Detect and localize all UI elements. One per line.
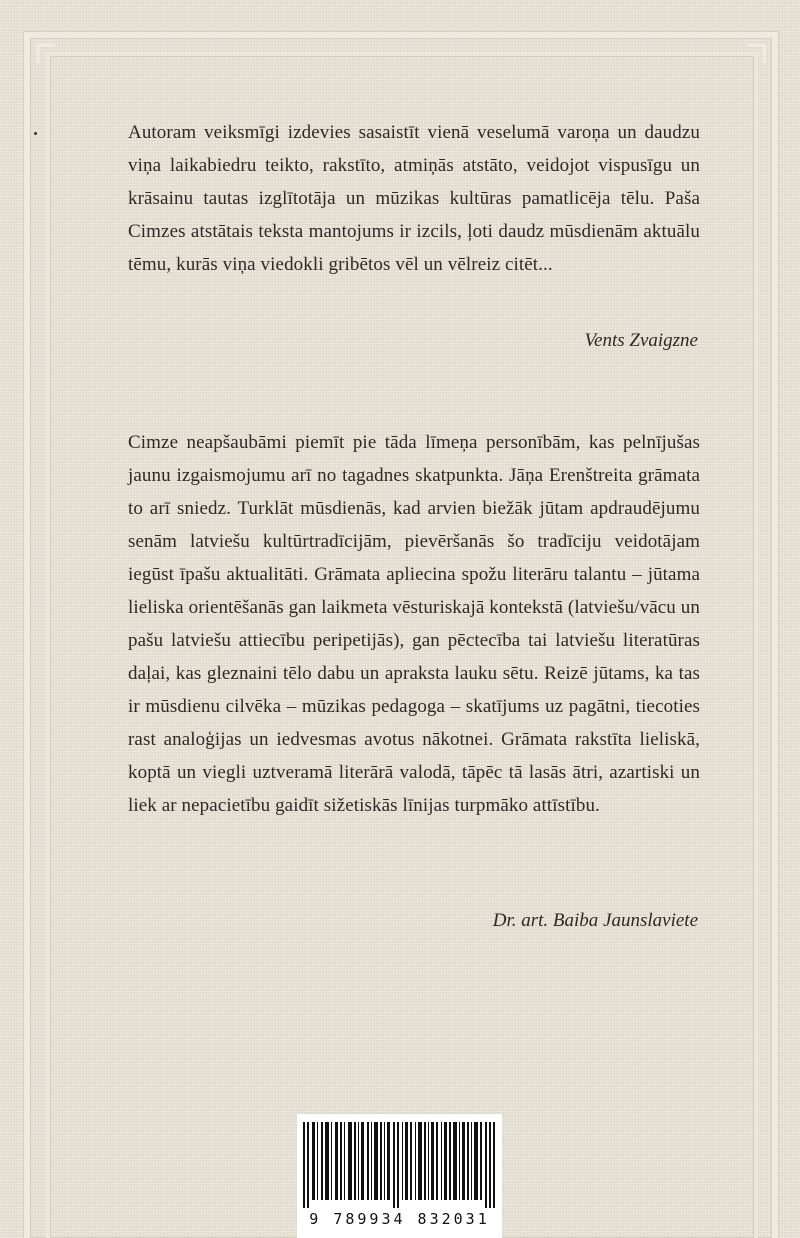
decorative-dot bbox=[34, 132, 37, 135]
review-paragraph-1 bbox=[128, 116, 700, 281]
isbn-barcode bbox=[297, 1114, 502, 1238]
frame-corner-ornament bbox=[36, 44, 55, 63]
review-signature-2: Dr. art. Baiba Jaunslaviete bbox=[492, 910, 698, 931]
barcode-bars-icon bbox=[303, 1122, 496, 1208]
frame-corner-ornament bbox=[747, 44, 766, 63]
review-text-1: Autoram veiksmīgi izdevies sasaistīt vienā veselumā varoņa un daudzu viņa laikabiedru teikto, rakstīto, atmiņās atstāto, veidojot vispusīgu un krāsainu tautas izglītotāja un mūzikas kultūras pamatlicēja tēlu. Paša Cimzes atstātais teksta mantojums ir izcils, ļoti daudz mūsdienām aktuālu tēmu, kurās viņa viedokli gribētos vēl un vēlreiz citēt... bbox=[128, 122, 700, 275]
review-paragraph-2 bbox=[128, 426, 700, 822]
isbn-number: 9 789934 832031 bbox=[309, 1210, 490, 1228]
review-text-2: Cimze neapšaubāmi piemīt pie tāda līmeņa personībām, kas pelnījušas jaunu izgaismojumu arī no tagadnes skatpunkta. Jāņa Erenštreita grāmata to arī sniedz. Turklāt mūsdienās, kad arvien biežāk jūtam apdraudējumu senām latviešu kultūrtradīcijām, pievēršanās šo tradīciju veidotājam iegūst īpašu aktualitāti. Grāmata apliecina spožu literāru talantu – jūtama lieliska orientēšanās gan laikmeta vēsturiskajā kontekstā (latviešu/vācu un pašu latviešu attiecību peripetijās), gan pēctecība tai latviešu literatūras daļai, kas gleznaini tēlo dabu un apraksta lauku sētu. Reizē jūtams, ka tas ir mūsdienu cilvēka – mūzikas pedagoga – skatījums uz pagātni, tiecoties rast analoģijas un iedvesmas avotus nākotnei. Grāmata rakstīta lieliskā, koptā un viegli uztveramā literārā valodā, tāpēc tā lasās ātri, azartiski un liek ar nepacietību gaidīt sižetiskās līnijas turpmāko attīstību. bbox=[128, 432, 700, 816]
review-signature-1: Vents Zvaigzne bbox=[584, 330, 698, 351]
